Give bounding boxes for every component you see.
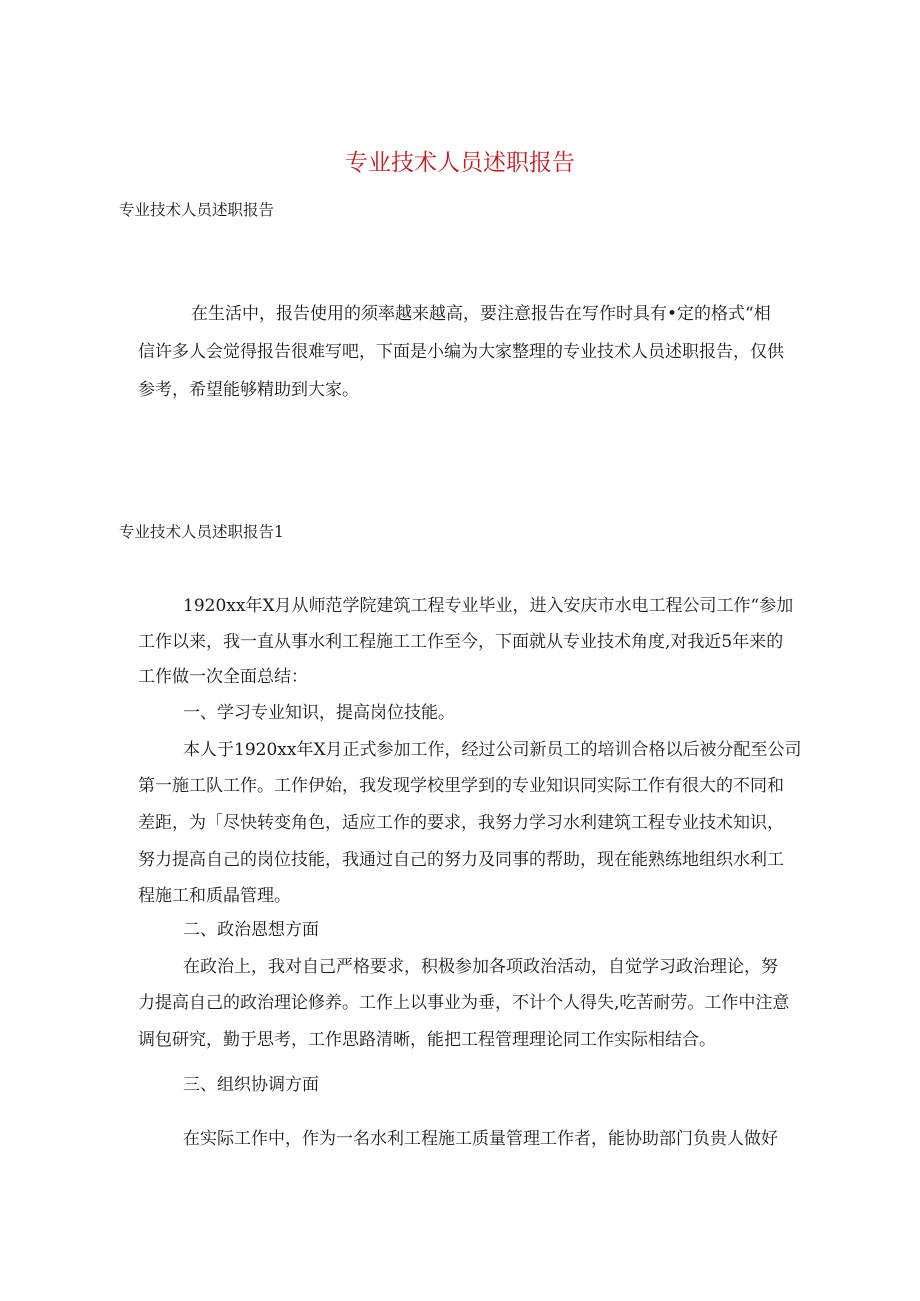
document-subtitle: 专业技术人员述职报告 (119, 201, 275, 219)
body-line: 工作以来，我一直从事水利工程施工工作至今，下面就从专业技术角度,对我近5年来的 (138, 632, 784, 652)
intro-line: 在生活中，报告使用的须率越来越高，要注意报告在写作时具有•定的格式“相 (191, 304, 771, 324)
body-line: 1920xx年X月从师范学院建筑工程专业毕业，进入安庆市水电工程公司工作“参加 (183, 596, 794, 616)
section-heading: 一、学习专业知识，提高岗位技能。 (183, 703, 455, 723)
body-line: 调包研究，勤于思考，工作思路清晰，能把工程管理理论同工作实际相结合。 (138, 1030, 716, 1050)
intro-line: 参考，希望能够精助到大家。 (138, 380, 359, 400)
body-line: 差距，为「尽快转变角色，适应工作的要求，我努力学习水利建筑工程专业技术知识， (138, 813, 784, 833)
body-line: 程施工和质晶管理。 (138, 886, 291, 906)
body-line: 在实际工作中，作为一名水利工程施工质量管理工作者，能协助部门负贵人做好 (183, 1129, 778, 1149)
body-line: 本人于1920xx年X月正式参加工作，经过公司新员工的培训合格以后被分配至公司 (183, 740, 802, 760)
section-heading: 二、政治恩想方面 (183, 920, 319, 940)
section-heading: 三、组织协调方面 (183, 1075, 319, 1095)
body-line: 力提高自己的政治理论修养。工作上以事业为垂，不计个人得失,吃苦耐劳。工作中注意 (138, 993, 790, 1013)
body-line: 在政治上，我对自己严格要求，积极参加各项政治活动，自觉学习政治理论，努 (183, 957, 778, 977)
intro-line: 信许多人会觉得报告很难写吧，下面是小编为大家整理的专业技术人员述职报告，仅供 (138, 342, 784, 362)
body-line: 工作做一次全面总结： (138, 667, 308, 687)
document-title: 专业技术人员述职报告 (345, 150, 575, 176)
body-line: 第一施工队工作。工作伊始，我发现学校里学到的专业知识同实际工作有很大的不同和 (138, 776, 784, 796)
section-title: 专业技术人员述职报告1 (119, 523, 284, 541)
body-line: 努力提高自己的岗位技能，我通过自己的努力及同事的帮助，现在能熟练地组织水利工 (138, 850, 784, 870)
